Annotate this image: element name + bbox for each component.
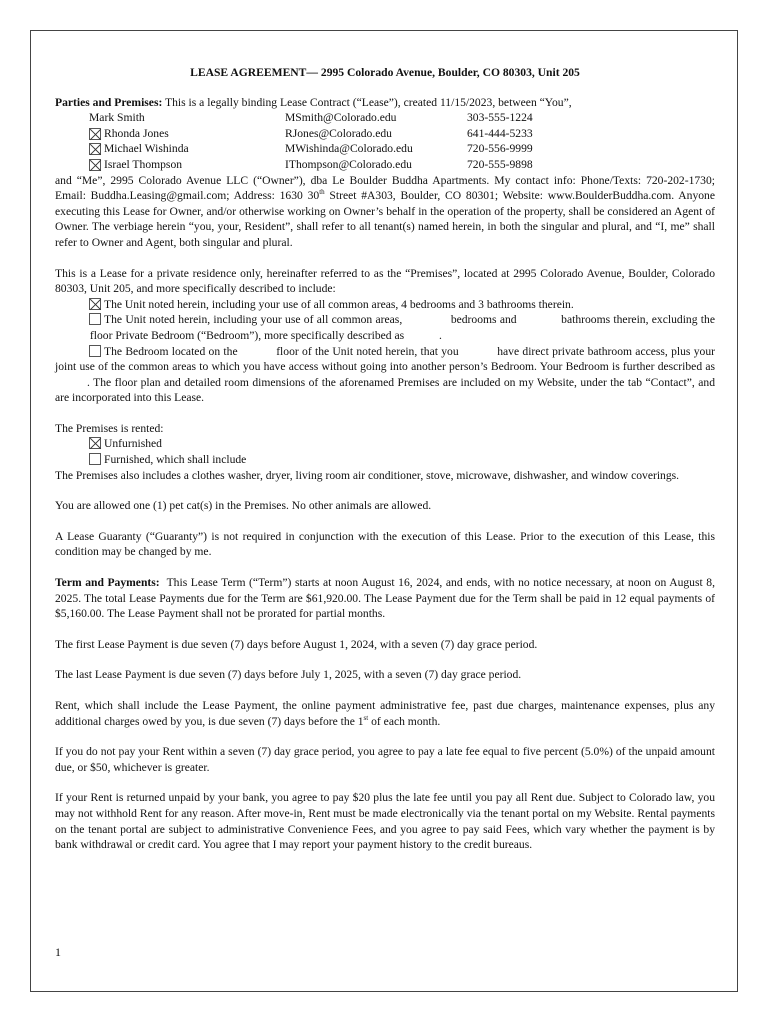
page-number: 1 (55, 945, 61, 959)
rented-intro: The Premises is rented: (55, 421, 164, 435)
tenant-row (55, 110, 715, 126)
tenant-name: Mark Smith (89, 111, 145, 125)
returned-payment-paragraph: If your Rent is returned unpaid by your bank, you agree to pay $20 plus the late fee until you pay all Rent due. Subject to Colorado law, you may not withhold Rent for any reason. After move-in, Rent must be made electronically via the tenant portal on my Website. Rental payments on the tenant portal are subject to administrative Convenience Fees, and you agree to pay said Fees, which vary whether the payment is by bank withdrawal or credit card. You agree that I may report your payment history to the credit bureaus. (55, 791, 715, 852)
tenant-phone: 720-555-9898 (467, 157, 533, 171)
tenant-name: Israel Thompson (104, 157, 183, 171)
document-body (55, 65, 715, 868)
first-payment-paragraph: The first Lease Payment is due seven (7) days before August 1, 2024, with a seven (7) day grace period. (55, 637, 538, 651)
tenant-row (55, 141, 715, 157)
premises-unit-checkbox[interactable] (89, 298, 101, 310)
tenant-phone: 641-444-5233 (467, 126, 533, 140)
parties-intro: Parties and Premises: This is a legally binding Lease Contract (“Lease”), created 11/15/2023, between “You”, (55, 95, 572, 109)
tenant-phone: 720-556-9999 (467, 142, 533, 156)
tenant-checkbox[interactable] (89, 143, 101, 155)
tenant-email: MWishinda@Colorado.edu (285, 142, 413, 156)
tenant-checkbox[interactable] (89, 128, 101, 140)
guaranty-paragraph: A Lease Guaranty (“Guaranty”) is not required in conjunction with the execution of this Lease. Prior to the execution of this Lease, this condition may be changed by me. (55, 529, 715, 559)
premises-option-bedroom: The Bedroom located on the floor of the Unit noted herein, that you have direct private bathroom access, plus your joint use of the common areas to which you have access without going into another person’s Bedroom. Your Bedroom is further described as . The floor plan and detailed room dimensions of the aforenamed Premises are included on my Website, under the tab “Contact”, and are incorporated into this Lease. (55, 344, 715, 405)
document-page (30, 30, 738, 992)
rent-paragraph: Rent, which shall include the Lease Payment, the online payment administrative fee, past due charges, maintenance expenses, plus any additional charges owed by you, is due seven (7) days before the 1st of each month. (55, 699, 715, 728)
rented-section (55, 421, 715, 483)
rented-option-furnished: Furnished, which shall include (55, 452, 715, 468)
tenant-name: Michael Wishinda (104, 142, 189, 156)
tenant-row (55, 126, 715, 142)
late-fee-paragraph: If you do not pay your Rent within a seven (7) day grace period, you agree to pay a late fee equal to five percent (5.0%) of the unpaid amount due, or $50, whichever is greater. (55, 745, 715, 774)
tenant-email: RJones@Colorado.edu (285, 126, 392, 140)
tenant-email: MSmith@Colorado.edu (285, 111, 397, 125)
tenant-checkbox[interactable] (89, 159, 101, 171)
premises-bedroom-checkbox[interactable] (89, 345, 101, 357)
pets-paragraph: You are allowed one (1) pet cat(s) in the Premises. No other animals are allowed. (55, 499, 432, 513)
tenant-row (55, 157, 715, 173)
premises-option-unit: The Unit noted herein, including your use of all common areas, 4 bedrooms and 3 bathrooms therein. (55, 297, 715, 313)
term-paragraph: Term and Payments: This Lease Term (“Term”) starts at noon August 16, 2024, and ends, with no notice necessary, at noon on August 8, 2025. The total Lease Payments due for the Term are $61,920.00. The Lease Payment due for the Term shall be paid in 12 equal payments of $5,160.00. The Lease Payment shall not be prorated for partial months. (55, 576, 715, 621)
unfurnished-checkbox[interactable] (89, 437, 101, 449)
rented-includes: The Premises also includes a clothes washer, dryer, living room air conditioner, stove, microwave, dishwasher, and window coverings. (55, 468, 680, 482)
term-heading: Term and Payments: (55, 576, 160, 590)
tenant-name: Rhonda Jones (104, 126, 169, 140)
premises-section (55, 266, 715, 406)
premises-intro: This is a Lease for a private residence only, hereinafter referred to as the “Premises”, located at 2995 Colorado Avenue, Boulder, Colorado 80303, Unit 205, and more specifically described to include: (55, 266, 715, 296)
parties-section (55, 95, 715, 251)
premises-partial-checkbox[interactable] (89, 313, 101, 325)
last-payment-paragraph: The last Lease Payment is due seven (7) days before July 1, 2025, with a seven (7) day grace period. (55, 668, 522, 682)
premises-option-partial: The Unit noted herein, including your use of all common areas, bedrooms and bathrooms therein, excluding the floor Private Bedroom (“Bedroom”), more specifically described as . (89, 313, 715, 342)
parties-heading: Parties and Premises: (55, 95, 163, 109)
tenant-email: IThompson@Colorado.edu (285, 157, 412, 171)
furnished-checkbox[interactable] (89, 453, 101, 465)
tenant-phone: 303-555-1224 (467, 111, 533, 125)
page-title: LEASE AGREEMENT— 2995 Colorado Avenue, Boulder, CO 80303, Unit 205 (190, 66, 580, 79)
owner-paragraph: and “Me”, 2995 Colorado Avenue LLC (“Owner”), dba Le Boulder Buddha Apartments. My contact info: Phone/Texts: 720-202-1730; Email: Buddha.Leasing@gmail.com; Address: 1630 30th Street #A303, Boulder, CO 80301; Website: www.BoulderBuddha.com. Anyone executing this Lease for Owner, and/or otherwise working on Owner’s behalf in the operation of the property, shall be considered an Agent of Owner. The verbiage herein “you, your, Resident”, shall refer to all tenant(s) named herein, in both the singular and plural, and “I, me” shall refer to Owner and Agent, both singular and plural. (55, 173, 715, 249)
rented-option-unfurnished: Unfurnished (55, 436, 715, 452)
